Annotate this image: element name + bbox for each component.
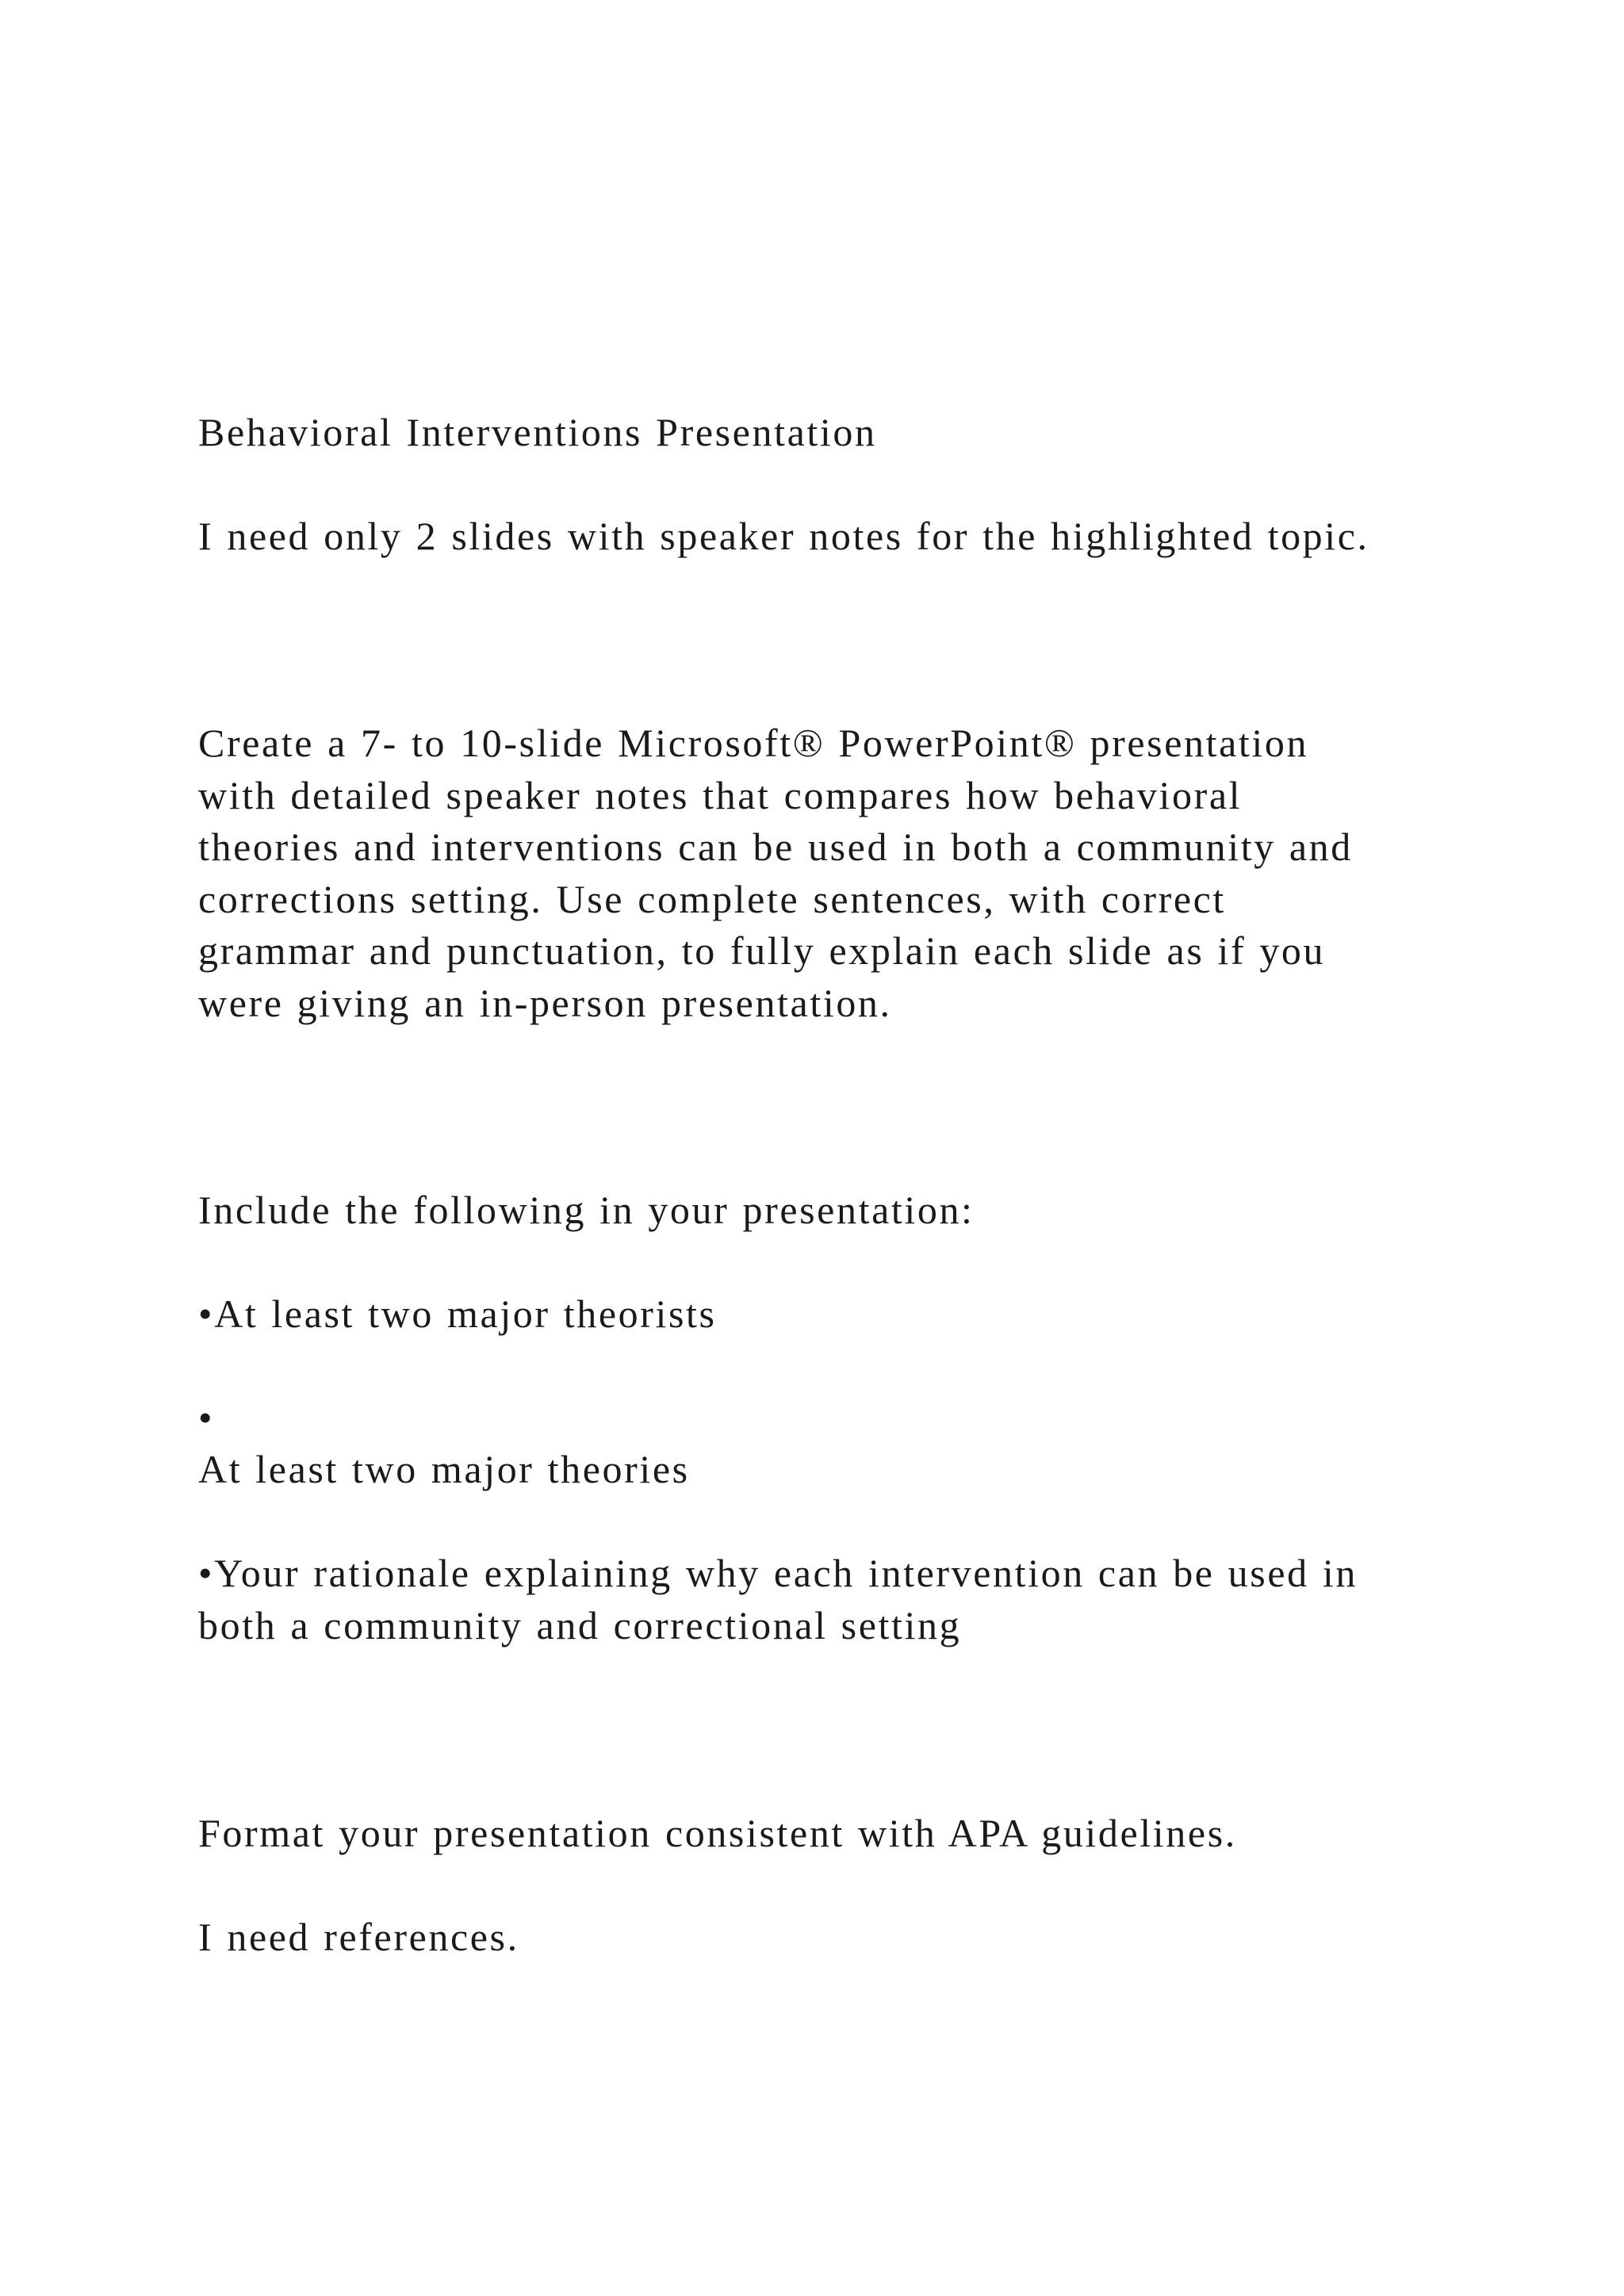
instructions-line: grammar and punctuation, to fully explain each slide as if you xyxy=(198,928,1326,973)
bullet-item-rationale: •Your rationale explaining why each intervention can be used in xyxy=(198,1551,1358,1595)
document-title: Behavioral Interventions Presentation xyxy=(198,410,877,454)
request-text: I need only 2 slides with speaker notes for the highlighted topic. xyxy=(198,514,1369,558)
instructions-line: were giving an in-person presentation. xyxy=(198,981,892,1025)
bullet-item-theorists: •At least two major theorists xyxy=(198,1292,717,1336)
instructions-line: with detailed speaker notes that compares how behavioral xyxy=(198,773,1243,817)
bullet-item-rationale-cont: both a community and correctional setting xyxy=(198,1603,962,1647)
references-note: I need references. xyxy=(198,1915,519,1959)
bullet-marker: • xyxy=(198,1395,215,1440)
instructions-line: corrections setting. Use complete sentences, with correct xyxy=(198,877,1226,921)
instructions-line: theories and interventions can be used in both a community and xyxy=(198,825,1353,869)
bullet-item-theories: At least two major theories xyxy=(198,1447,690,1491)
instructions-line: Create a 7- to 10-slide Microsoft® PowerPoint® presentation xyxy=(198,721,1309,765)
include-heading: Include the following in your presentation: xyxy=(198,1188,975,1232)
format-note: Format your presentation consistent with APA guidelines. xyxy=(198,1811,1237,1855)
